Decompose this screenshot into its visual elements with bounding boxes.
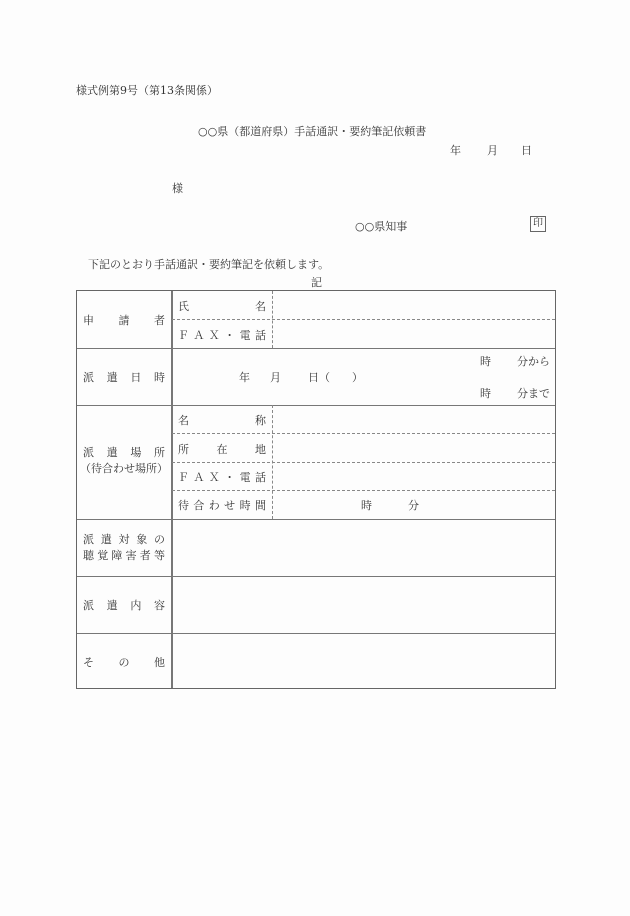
label-char: 覚 (97, 549, 109, 562)
label-char: 合 (193, 499, 205, 512)
date-year-label: 年 (450, 144, 461, 157)
applicant-name-field[interactable] (274, 291, 555, 319)
applicant-fax-label (178, 327, 266, 343)
applicant-name-label (178, 298, 266, 314)
label-char: 待 (178, 499, 189, 512)
label-char: せ (224, 499, 236, 512)
label-char: 派 (83, 533, 94, 546)
label-char: Ｆ (178, 471, 189, 484)
label-char: 所 (153, 446, 165, 459)
label-char: 者 (139, 549, 151, 562)
place-fax-field[interactable] (274, 463, 555, 490)
date-day-label: 日 (521, 144, 532, 157)
label-char: 在 (216, 443, 228, 456)
label-char: 象 (136, 533, 148, 546)
place-address-label (178, 441, 266, 457)
label-char: 話 (254, 329, 266, 342)
label-char: ・ (224, 471, 236, 484)
document-title: ○○県（都道府県）手話通訳・要約筆記依頼書 (198, 125, 427, 138)
meet-minute-label: 分 (408, 499, 419, 512)
dispatch-datetime-label (83, 369, 165, 385)
dispatch-month-label: 月 (270, 371, 281, 384)
dispatch-until-hour-label: 時 (480, 387, 491, 400)
dispatch-place-label (83, 444, 165, 460)
label-char: 日 (130, 371, 142, 384)
label-char: 遣 (100, 533, 112, 546)
other-label (83, 654, 165, 670)
applicant-fax-field[interactable] (274, 320, 555, 348)
label-char: Ａ (193, 329, 205, 342)
label-char: 時 (239, 499, 251, 512)
label-char: 名 (255, 300, 266, 313)
issuer-name: ○○県知事 (355, 220, 408, 233)
place-fax-label (178, 469, 266, 485)
seal-stamp-icon: 印 (530, 216, 546, 232)
dispatch-year-label: 年 (239, 371, 250, 384)
label-char: の (118, 656, 130, 669)
dispatch-from-hour-label: 時 (480, 355, 491, 368)
other-field[interactable] (173, 634, 555, 689)
label-char: そ (83, 656, 94, 669)
label-char: 害 (125, 549, 137, 562)
label-char: 時 (153, 371, 165, 384)
meet-time-label (178, 497, 266, 513)
ki-heading: 記 (311, 276, 322, 289)
label-char: 障 (111, 549, 123, 562)
label-char: 遣 (106, 371, 118, 384)
dashed-divider (272, 291, 273, 348)
place-address-field[interactable] (274, 434, 555, 462)
label-char: 氏 (178, 300, 189, 313)
label-char: 場 (130, 446, 142, 459)
label-char: ・ (224, 329, 236, 342)
target-label-line1 (83, 531, 165, 547)
target-label-line2 (83, 547, 165, 563)
label-char: 間 (254, 499, 266, 512)
label-char: 称 (255, 414, 266, 427)
date-month-label: 月 (487, 144, 498, 157)
content-label (83, 597, 165, 613)
intro-text: 下記のとおり手話通訳・要約筆記を依頼します。 (88, 258, 330, 271)
label-char: Ｘ (208, 329, 220, 342)
label-char: の (154, 533, 165, 546)
label-char: 請 (118, 314, 130, 327)
dispatch-until-label: 分まで (517, 387, 550, 400)
meet-time-field[interactable] (274, 491, 555, 519)
label-char: 電 (239, 329, 251, 342)
label-char: Ａ (193, 471, 205, 484)
content-field[interactable] (173, 577, 555, 633)
label-char: 地 (255, 443, 266, 456)
label-char: 派 (83, 599, 94, 612)
request-form-table (76, 290, 556, 689)
label-char: 者 (154, 314, 165, 327)
label-char: 容 (153, 599, 165, 612)
label-char: 所 (178, 443, 189, 456)
label-char: 等 (153, 549, 165, 562)
dispatch-day-label: 日（ ） (308, 371, 363, 384)
form-number: 様式例第9号（第13条関係） (76, 84, 218, 97)
label-char: 対 (118, 533, 130, 546)
place-name-label (178, 412, 266, 428)
label-char: Ｘ (208, 471, 220, 484)
label-char: Ｆ (178, 329, 189, 342)
dispatch-place-sublabel: （待合わせ場所） (80, 462, 168, 475)
addressee-suffix: 様 (172, 182, 183, 195)
label-char: 申 (83, 314, 94, 327)
label-char: 聴 (83, 549, 94, 562)
dashed-divider (272, 405, 273, 519)
dispatch-from-label: 分から (517, 355, 550, 368)
label-char: 遣 (106, 446, 118, 459)
target-person-field[interactable] (173, 520, 555, 576)
label-char: 内 (130, 599, 142, 612)
label-char: 遣 (106, 599, 118, 612)
place-name-field[interactable] (274, 405, 555, 433)
label-char: 電 (239, 471, 251, 484)
label-char: わ (208, 499, 220, 512)
label-char: 名 (178, 414, 189, 427)
applicant-label (83, 312, 165, 328)
label-char: 話 (254, 471, 266, 484)
label-char: 派 (83, 446, 94, 459)
label-char: 派 (83, 371, 94, 384)
meet-hour-label: 時 (361, 499, 372, 512)
label-char: 他 (154, 656, 165, 669)
dispatch-datetime-field[interactable] (173, 349, 555, 405)
